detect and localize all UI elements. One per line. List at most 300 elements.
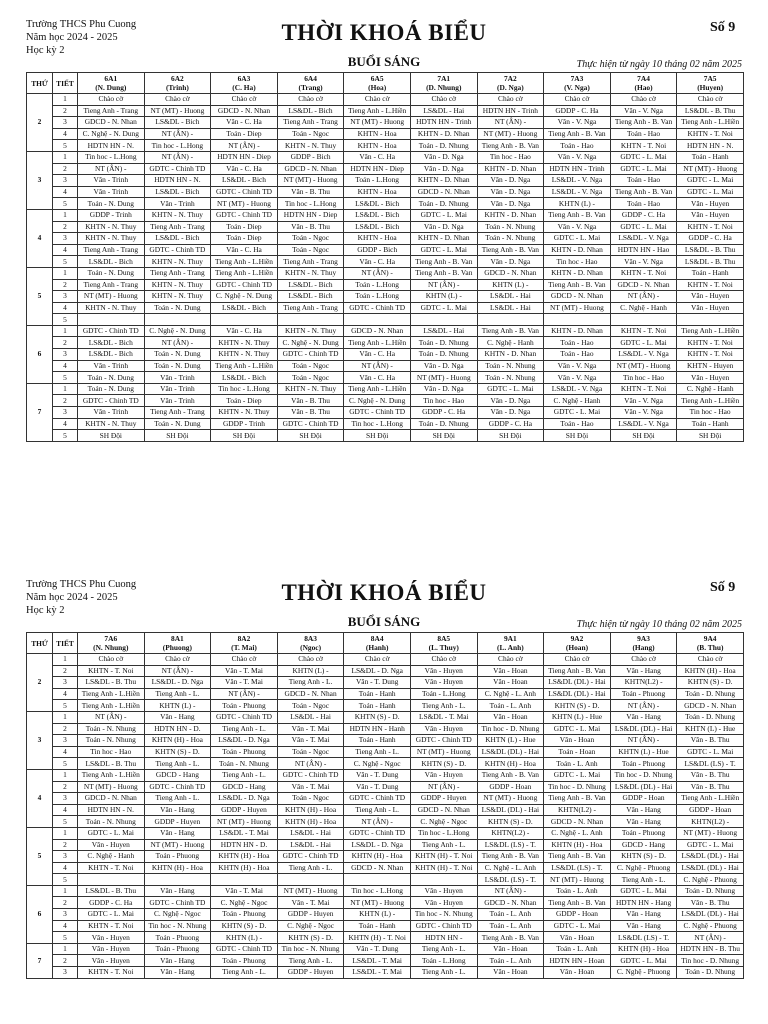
lesson-cell: KHTN (H) - Hoa [144,862,211,874]
lesson-cell: GDTC - Chinh TD [410,920,477,932]
lesson-cell: NT (MT) - Huong [677,827,744,839]
lesson-cell: GDDP - Huyen [277,967,344,979]
lesson-cell: Văn - T. Mai [277,735,344,747]
lesson-cell: KHTN (L) - [544,198,611,210]
lesson-cell: Toán - L. Anh [544,943,611,955]
lesson-cell: Văn - Huyen [78,932,145,944]
table-row [27,430,744,442]
lesson-cell: NT (ÂN) - [344,267,411,279]
lesson-cell: LS&DL - B. Thu [78,677,145,689]
lesson-cell: Tieng Anh - B. Van [477,851,544,863]
lesson-cell: LS&DL (DL) - Hai [677,862,744,874]
lesson-cell: GDCD - N. Nhan [544,816,611,828]
page-title: THỜI KHOÁ BIỂU [281,20,487,45]
lesson-cell: Văn - V. Nga [544,372,611,384]
lesson-cell: LS&DL - D. Nga [211,793,278,805]
lesson-cell: LS&DL - Bich [144,186,211,198]
lesson-cell: C. Nghệ - L. Anh [477,862,544,874]
lesson-cell: LS&DL - Bich [144,117,211,129]
lesson-cell: Văn - C. Ha [344,372,411,384]
lesson-cell: C. Nghệ - Phuong [677,874,744,886]
lesson-cell: NT (MT) - Huong [78,781,145,793]
lesson-cell: HDTN HN - Trinh [477,105,544,117]
lesson-cell: Văn - D. Nga [477,256,544,268]
lesson-cell [410,874,477,886]
class-header [677,73,744,94]
lesson-cell: GDTC - Chinh TD [410,735,477,747]
period-number: 4 [53,804,78,816]
lesson-cell: LS&DL (LS) - T. [610,932,677,944]
lesson-cell: Văn - D. Nga [477,186,544,198]
lesson-cell: NT (MT) - Huong [211,816,278,828]
lesson-cell: C. Nghệ - Ngoc [211,897,278,909]
lesson-cell: Toán - Phuong [144,932,211,944]
lesson-cell: LS&DL - B. Thu [78,885,145,897]
lesson-cell: Toán - D. Nhung [677,967,744,979]
lesson-cell: GDTC - L. Mai [410,209,477,221]
lesson-cell: LS&DL - T. Mai [344,967,411,979]
lesson-cell: Văn - T. Mai [277,897,344,909]
lesson-cell: KHTN - Hoa [344,128,411,140]
class-teacher: (L. Thuy) [428,643,459,652]
lesson-cell: KHTN (H) - Hoa [144,735,211,747]
lesson-cell: Văn - C. Ha [211,244,278,256]
lesson-cell: Tieng Anh - B. Van [544,897,611,909]
class-header [144,633,211,654]
lesson-cell: Tin hoc - N. Nhung [144,920,211,932]
lesson-cell: Toán - N. Dung [144,360,211,372]
lesson-cell: Tieng Anh - L.Hiền [677,325,744,337]
lesson-cell: LS&DL - B. Thu [78,758,145,770]
table-row [27,117,744,129]
lesson-cell: Tin hoc - L.Hong [344,418,411,430]
table-row [27,943,744,955]
table-row [27,677,744,689]
lesson-cell: GDCD - N. Nhan [78,117,145,129]
lesson-cell: KHTN (S) - D. [410,758,477,770]
class-teacher: (V. Nga) [564,83,590,92]
lesson-cell: GDTC - Chinh TD [78,325,145,337]
table-row [27,151,744,163]
lesson-cell: Văn - T. Dung [344,943,411,955]
lesson-cell: Tin hoc - D. Nhung [677,955,744,967]
lesson-cell: LS&DL - B. Thu [677,244,744,256]
lesson-cell: LS&DL - Bich [78,349,145,361]
lesson-cell: Toán - L.Hong [410,955,477,967]
lesson-cell: HDTN HN - Diep [211,151,278,163]
school-term: Học kỳ 2 [26,45,65,56]
lesson-cell: GDTC - L. Mai [677,839,744,851]
lesson-cell: Toán - Hanh [344,688,411,700]
period-number: 4 [53,186,78,198]
lesson-cell: Toán - D. Nhung [410,349,477,361]
lesson-cell: KHTN - T. Noi [677,337,744,349]
lesson-cell: KHTN(L2) - [610,677,677,689]
lesson-cell: HDTN HN - N. [78,804,145,816]
lesson-cell: HDTN HN - N. [677,140,744,152]
lesson-cell: Văn - Huyen [410,897,477,909]
lesson-cell: Văn - C. Ha [344,151,411,163]
lesson-cell: HDTN HN - Hoan [544,955,611,967]
table-row [27,244,744,256]
lesson-cell: Tieng Anh - L.Hiền [78,688,145,700]
lesson-cell: GDTC - L. Mai [410,302,477,314]
lesson-cell: Văn - C. Ha [211,163,278,175]
lesson-cell: Toán - Hao [610,198,677,210]
lesson-cell: Tin hoc - Hao [544,256,611,268]
period-number: 1 [53,654,78,666]
lesson-cell: SH Đội [410,430,477,442]
lesson-cell: Tieng Anh - Trang [277,302,344,314]
lesson-cell: Chào cờ [144,94,211,106]
class-header [410,73,477,94]
lesson-cell: Tieng Anh - B. Van [544,128,611,140]
header-day: THỨ [27,633,53,654]
lesson-cell [277,874,344,886]
lesson-cell [344,314,411,326]
period-number: 2 [53,839,78,851]
timetable [26,72,744,442]
period-number: 5 [53,140,78,152]
lesson-cell: LS&DL - Bich [277,291,344,303]
class-name: 7A6 [104,634,118,643]
lesson-cell: Toán - N. Dung [78,383,145,395]
period-number: 2 [53,897,78,909]
lesson-cell: GDCD - N. Nhan [410,804,477,816]
lesson-cell: KHTN (S) - D. [544,700,611,712]
lesson-cell: KHTN - N. Thuy [211,349,278,361]
lesson-cell: Văn - C. Ha [344,256,411,268]
lesson-cell: HDTN HN - Trinh [544,163,611,175]
lesson-cell: Toán - Hanh [344,920,411,932]
lesson-cell: Văn - Huyen [78,955,145,967]
period-number: 1 [53,151,78,163]
lesson-cell: KHTN (H) - Hoa [344,851,411,863]
table-row [27,769,744,781]
class-name: 7A1 [437,74,451,83]
table-row [27,885,744,897]
table-row [27,804,744,816]
lesson-cell: Toán - Phuong [211,746,278,758]
period-number: 2 [53,395,78,407]
lesson-cell: Toán - N. Nhung [211,758,278,770]
lesson-cell: Toán - D. Nhung [410,140,477,152]
lesson-cell: C. Nghệ - Hanh [544,395,611,407]
lesson-cell: NT (ÂN) - [610,700,677,712]
class-teacher: (Ngoc) [300,643,322,652]
class-header [344,73,411,94]
class-teacher: (Huyen) [697,83,724,92]
lesson-cell: KHTN - T. Noi [610,140,677,152]
lesson-cell: Văn - B. Thu [277,407,344,419]
lesson-cell: KHTN - T. Noi [677,221,744,233]
lesson-cell: GDCD - N. Nhan [477,897,544,909]
lesson-cell: GDCD - Hang [211,781,278,793]
period-number: 2 [53,279,78,291]
lesson-cell: NT (MT) - Huong [544,302,611,314]
lesson-cell: KHTN (L) - [410,291,477,303]
lesson-cell: Toán - L. Anh [477,955,544,967]
lesson-cell: Văn - T. Mai [211,677,278,689]
lesson-cell: KHTN - N. Thuy [78,221,145,233]
table-row [27,827,744,839]
lesson-cell: SH Đội [144,430,211,442]
lesson-cell: GDDP - C. Ha [410,407,477,419]
lesson-cell: Toán - Diep [211,233,278,245]
period-number: 2 [53,723,78,735]
lesson-cell: Tieng Anh - L. [277,955,344,967]
lesson-cell: LS&DL - Bich [78,337,145,349]
lesson-cell: NT (MT) - Huong [410,372,477,384]
lesson-cell: Tieng Anh - L.Hiền [78,700,145,712]
lesson-cell: Toán - Hanh [344,700,411,712]
lesson-cell: GDCD - N. Nhan [78,793,145,805]
lesson-cell: GDCD - N. Nhan [211,105,278,117]
lesson-cell: GDDP - Bich [344,244,411,256]
lesson-cell: Chào cờ [544,94,611,106]
lesson-cell: LS&DL - D. Nga [344,839,411,851]
lesson-cell: Tieng Anh - L. [410,943,477,955]
lesson-cell: HDTN HN - Hang [610,897,677,909]
lesson-cell: NT (ÂN) - [477,885,544,897]
lesson-cell: KHTN (L) - Hue [477,735,544,747]
lesson-cell: Văn - B. Thu [677,735,744,747]
lesson-cell: GDDP - Bich [277,151,344,163]
lesson-cell: GDCD - Hang [144,769,211,781]
class-name: 8A3 [304,634,317,643]
lesson-cell: SH Đội [610,430,677,442]
class-name: 7A3 [570,74,584,83]
lesson-cell: Toán - Ngoc [277,244,344,256]
lesson-cell: Tin hoc - D. Nhung [544,781,611,793]
table-row [27,279,744,291]
class-name: 9A1 [503,634,517,643]
lesson-cell: GDTC - L. Mai [677,746,744,758]
table-row [27,920,744,932]
lesson-cell: Toán - L. Anh [477,700,544,712]
lesson-cell: LS&DL - Bich [211,302,278,314]
lesson-cell: Văn - C. Ha [211,117,278,129]
lesson-cell: Toán - L.Hong [344,291,411,303]
lesson-cell: LS&DL (LS) - T. [477,874,544,886]
lesson-cell: GDDP - C. Ha [477,418,544,430]
lesson-cell: Toán - Ngoc [277,700,344,712]
lesson-cell: Tieng Anh - L. [410,700,477,712]
class-name: 6A1 [104,74,118,83]
lesson-cell: GDDP - C. Ha [78,897,145,909]
lesson-cell: Văn - B. Thu [277,395,344,407]
lesson-cell: GDTC - Chinh TD [277,418,344,430]
lesson-cell: LS&DL - T. Mai [344,955,411,967]
lesson-cell: HDTN HN - N. [144,175,211,187]
lesson-cell: NT (MT) - Huong [477,793,544,805]
table-row [27,839,744,851]
lesson-cell: KHTN (S) - D. [211,920,278,932]
lesson-cell: NT (ÂN) - [144,337,211,349]
lesson-cell: GDTC - L. Mai [544,769,611,781]
lesson-cell: GDTC - Chinh TD [211,209,278,221]
lesson-cell: LS&DL (DL) - Hai [610,723,677,735]
lesson-cell: NT (ÂN) - [78,711,145,723]
lesson-cell: Chào cờ [677,94,744,106]
table-row [27,862,744,874]
lesson-cell: NT (MT) - Huong [477,128,544,140]
class-name: 7A4 [637,74,650,83]
schedule-number: Số 9 [710,20,736,35]
table-row [27,209,744,221]
class-header [78,633,145,654]
class-teacher: (L. Anh) [497,643,524,652]
lesson-cell: Văn - V. Nga [610,256,677,268]
class-teacher: (Hao) [634,83,653,92]
class-name: 8A2 [237,634,251,643]
lesson-cell: GDTC - L. Mai [544,723,611,735]
lesson-cell: NT (MT) - Huong [277,885,344,897]
lesson-cell: Văn - T. Mai [277,781,344,793]
lesson-cell: Toán - Hao [610,128,677,140]
table-row [27,654,744,666]
lesson-cell: GDDP - Huyen [277,909,344,921]
lesson-cell: Văn - Trinh [144,372,211,384]
lesson-cell: GDTC - Chinh TD [277,349,344,361]
lesson-cell: LS&DL - V. Nga [544,186,611,198]
lesson-cell: Văn - Huyen [410,665,477,677]
lesson-cell [78,314,145,326]
lesson-cell: Văn - D. Nga [477,198,544,210]
class-header [544,633,611,654]
lesson-cell: NT (MT) - Huong [277,175,344,187]
lesson-cell: GDTC - L. Mai [610,151,677,163]
lesson-cell [211,874,278,886]
lesson-cell: GDTC - L. Mai [610,337,677,349]
period-number: 3 [53,407,78,419]
lesson-cell [410,314,477,326]
lesson-cell: KHTN - N. Thuy [277,267,344,279]
lesson-cell: C. Nghệ - Ngoc [144,909,211,921]
lesson-cell: Văn - Hoan [477,677,544,689]
class-teacher: (N. Dung) [95,83,127,92]
lesson-cell: Chào cờ [544,654,611,666]
lesson-cell: LS&DL (DL) - Hai [610,781,677,793]
lesson-cell: HDTN HN - D. [144,723,211,735]
period-number: 5 [53,256,78,268]
table-row [27,816,744,828]
day-label: 6 [27,885,53,943]
lesson-cell: Văn - V. Nga [544,117,611,129]
lesson-cell: Toán - Phuong [211,909,278,921]
table-row [27,186,744,198]
day-label: 7 [27,383,53,441]
lesson-cell: SH Đội [677,430,744,442]
lesson-cell: LS&DL - Hai [410,105,477,117]
lesson-cell: HDTN HN - N. [78,140,145,152]
lesson-cell: KHTN (H) - Hoa [610,943,677,955]
lesson-cell: GDCD - Hang [610,839,677,851]
lesson-cell: Tieng Anh - B. Van [544,851,611,863]
period-number: 5 [53,874,78,886]
lesson-cell: Chào cờ [78,94,145,106]
lesson-cell: NT (ÂN) - [277,758,344,770]
lesson-cell: GDCD - N. Nhan [677,700,744,712]
lesson-cell: GDTC - Chinh TD [277,769,344,781]
lesson-cell: NT (ÂN) - [144,128,211,140]
period-number: 1 [53,209,78,221]
lesson-cell: NT (MT) - Huong [144,839,211,851]
lesson-cell: KHTN (S) - D. [677,677,744,689]
table-row [27,94,744,106]
period-number: 4 [53,302,78,314]
lesson-cell: NT (MT) - Huong [410,746,477,758]
lesson-cell: LS&DL - Bich [344,209,411,221]
lesson-cell: Văn - T. Dung [344,781,411,793]
lesson-cell: KHTN - Hoa [344,186,411,198]
table-row [27,781,744,793]
period-number: 3 [53,349,78,361]
lesson-cell: Văn - C. Ha [344,349,411,361]
timetable-sheet-2 [0,560,768,1024]
lesson-cell: Văn - T. Mai [211,665,278,677]
period-number: 2 [53,221,78,233]
table-row [27,349,744,361]
lesson-cell: LS&DL - Bich [144,233,211,245]
lesson-cell: Toán - N. Dung [78,372,145,384]
lesson-cell: Tieng Anh - B. Van [477,932,544,944]
lesson-cell: KHTN - N. Thuy [277,140,344,152]
lesson-cell: KHTN - D. Nhan [410,128,477,140]
lesson-cell: C. Nghệ - L. Anh [544,827,611,839]
period-number: 1 [53,325,78,337]
lesson-cell: C. Nghệ - Hanh [677,383,744,395]
timetable [26,632,744,979]
lesson-cell: NT (ÂN) - [78,163,145,175]
lesson-cell: Toán - L. Anh [477,920,544,932]
lesson-cell: Chào cờ [144,654,211,666]
page-title: THỜI KHOÁ BIỂU [281,580,487,605]
lesson-cell: LS&DL - D. Nga [344,665,411,677]
lesson-cell: Toán - D. Nhung [410,198,477,210]
lesson-cell: LS&DL - D. Nga [211,735,278,747]
lesson-cell: KHTN (L) - Hue [677,723,744,735]
class-name: 6A2 [171,74,184,83]
lesson-cell: Văn - Huyen [677,209,744,221]
lesson-cell: Toán - L. Anh [477,909,544,921]
period-number: 4 [53,418,78,430]
lesson-cell: KHTN (H) - Hoa [211,851,278,863]
period-number: 1 [53,827,78,839]
lesson-cell: GDDP - C. Ha [544,105,611,117]
lesson-cell: Tieng Anh - Trang [144,221,211,233]
lesson-cell: Tin hoc - Hao [78,746,145,758]
lesson-cell: Toán - D. Nhung [410,337,477,349]
lesson-cell: Văn - V. Nga [610,395,677,407]
period-number: 3 [53,233,78,245]
lesson-cell: C. Nghệ - Phuong [610,862,677,874]
lesson-cell: LS&DL - Bich [211,175,278,187]
lesson-cell: GDTC - Chinh TD [344,793,411,805]
lesson-cell: Tieng Anh - Trang [144,407,211,419]
lesson-cell: Tieng Anh - L.Hiền [677,117,744,129]
period-number: 3 [53,677,78,689]
lesson-cell: GDCD - N. Nhan [410,186,477,198]
lesson-cell: Tin hoc - L.Hong [277,198,344,210]
lesson-cell: Văn - Hoan [544,932,611,944]
period-number: 5 [53,932,78,944]
period-number: 4 [53,862,78,874]
table-row [27,746,744,758]
lesson-cell: Văn - T. Dung [344,677,411,689]
period-number: 2 [53,665,78,677]
lesson-cell: GDCD - N. Nhan [344,862,411,874]
